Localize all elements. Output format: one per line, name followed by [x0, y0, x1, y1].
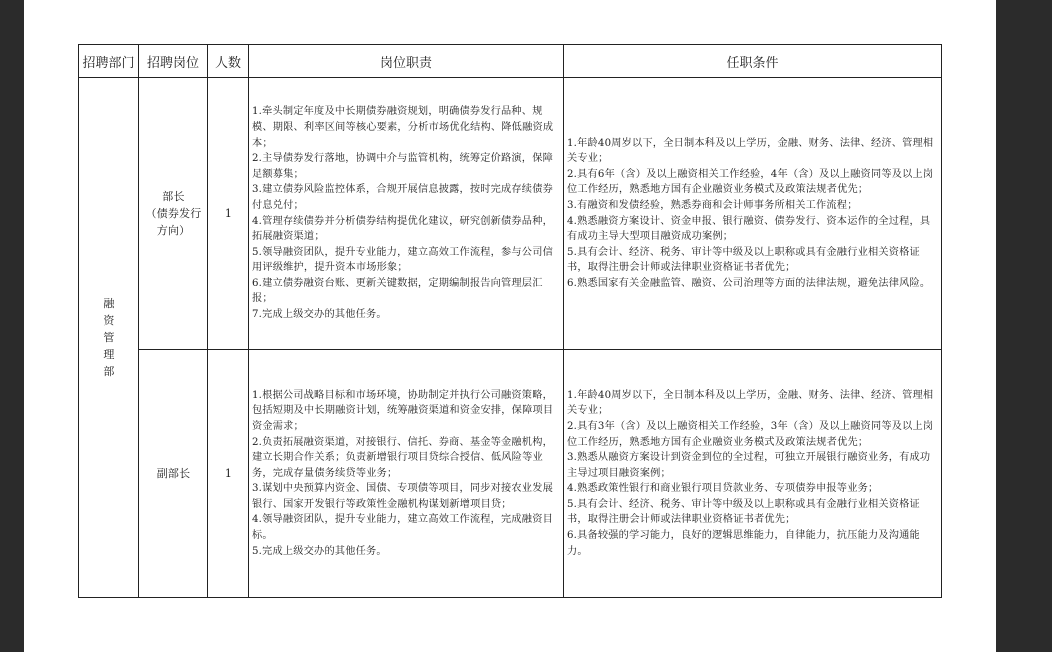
department-char: 部	[103, 365, 115, 378]
duties-cell	[249, 350, 564, 598]
requirement-item: 4.熟悉政策性银行和商业银行项目贷款业务、专项债券申报等业务；	[567, 483, 879, 495]
duty-item: 7.完成上级交办的其他任务。	[252, 309, 387, 321]
requirement-item: 5.具有会计、经济、税务、审计等中级及以上职称或具有金融行业相关资格证书，取得注册会计师或法律职业资格证书者优先；	[567, 246, 920, 274]
position-line: 方向）	[156, 224, 191, 237]
position-cell	[139, 78, 208, 350]
requirement-item: 2.具有6年（含）及以上融资相关工作经验，4年（含）及以上融资同等及以上岗位工作经历，熟悉地方国有企业融资业务模式及政策法规者优先；	[567, 168, 934, 196]
table-row	[79, 78, 942, 350]
department-cell	[79, 78, 139, 598]
position-cell	[139, 350, 208, 598]
requirement-item: 6.熟悉国家有关金融监管、融资、公司治理等方面的法律法规，避免法律风险。	[567, 277, 931, 289]
duties-cell	[249, 78, 564, 350]
duty-item: 4.管理存续债券并分析债券结构提优化建议，研究创新债券品种，拓展融资渠道；	[252, 215, 553, 243]
header-department: 招聘部门	[79, 45, 139, 78]
duty-item: 3.谋划中央预算内资金、国债、专项债等项目，同步对接农业发展银行、国家开发银行等政策性金融机构谋划新增项目贷；	[252, 483, 553, 510]
position-line: （债券发行	[145, 207, 202, 220]
duty-item: 6.建立债券融资台账、更新关键数据，定期编制报告向管理层汇报；	[252, 277, 543, 305]
requirement-item: 4.熟悉融资方案设计、资金申报、银行融资、债券发行、资本运作的全过程，具有成功主导大型项目融资成功案例；	[567, 215, 931, 243]
table-row	[79, 350, 942, 598]
department-char: 融	[103, 297, 115, 310]
header-duties: 岗位职责	[249, 45, 564, 78]
requirement-item: 3.熟悉从融资方案设计到资金到位的全过程，可独立开展银行融资业务，有成功主导过项目融资案例；	[567, 452, 931, 479]
table-header-row	[79, 45, 942, 78]
requirements-cell	[564, 78, 942, 350]
count-cell: 1	[208, 78, 249, 350]
document-page	[24, 0, 996, 652]
department-char: 理	[103, 348, 115, 361]
duty-item: 1.根据公司战略目标和市场环境，协助制定并执行公司融资策略，包括短期及中长期融资计划，统筹融资渠道和资金安排，保障项目资金需求；	[252, 389, 554, 432]
header-count: 人数	[208, 45, 249, 78]
requirement-item: 5.具有会计、经济、税务、审计等中级及以上职称或具有金融行业相关资格证书，取得注册会计师或法律职业资格证书者优先；	[567, 498, 920, 526]
duty-item: 5.完成上级交办的其他任务。	[252, 545, 387, 557]
department-char: 资	[103, 314, 115, 327]
department-char: 管	[103, 331, 115, 344]
requirement-item: 1.年龄40周岁以下，全日制本科及以上学历，金融、财务、法律、经济、管理相关专业；	[567, 389, 934, 417]
position-line: 部长	[162, 190, 185, 203]
duty-item: 2.主导债券发行落地，协调中介与监管机构，统筹定价路演，保障足额募集；	[252, 153, 553, 180]
requirements-cell	[564, 350, 942, 598]
duty-item: 4.领导融资团队，提升专业能力，建立高效工作流程，完成融资目标。	[252, 514, 553, 542]
recruitment-table	[78, 44, 942, 598]
header-requirements: 任职条件	[564, 45, 942, 78]
duty-item: 2.负责拓展融资渠道，对接银行、信托、券商、基金等金融机构，建立长期合作关系；负责新增银行项目贷综合授信、低风险等业务，完成存量债务续贷等业务；	[252, 436, 553, 479]
header-position: 招聘岗位	[139, 45, 208, 78]
requirement-item: 2.具有3年（含）及以上融资相关工作经验，3年（含）及以上融资同等及以上岗位工作经历，熟悉地方国有企业融资业务模式及政策法规者优先；	[567, 420, 934, 448]
requirement-item: 6.具备较强的学习能力，良好的逻辑思维能力，自律能力，抗压能力及沟通能力。	[567, 530, 920, 557]
duty-item: 5.领导融资团队，提升专业能力，建立高效工作流程，参与公司信用评级维护，提升资本市场形象；	[252, 246, 553, 274]
count-cell: 1	[208, 350, 249, 598]
requirement-item: 3.有融资和发债经验，熟悉券商和会计师事务所相关工作流程；	[567, 199, 858, 211]
duty-item: 3.建立债券风险监控体系，合规开展信息披露，按时完成存续债券付息兑付；	[252, 184, 553, 211]
duty-item: 1.牵头制定年度及中长期债券融资规划，明确债券发行品种、规模、期限、利率区间等核心要素，分析市场优化结构、降低融资成本；	[252, 106, 554, 149]
position-line: 副部长	[156, 467, 191, 480]
requirement-item: 1.年龄40周岁以下，全日制本科及以上学历，金融、财务、法律、经济、管理相关专业；	[567, 137, 934, 165]
